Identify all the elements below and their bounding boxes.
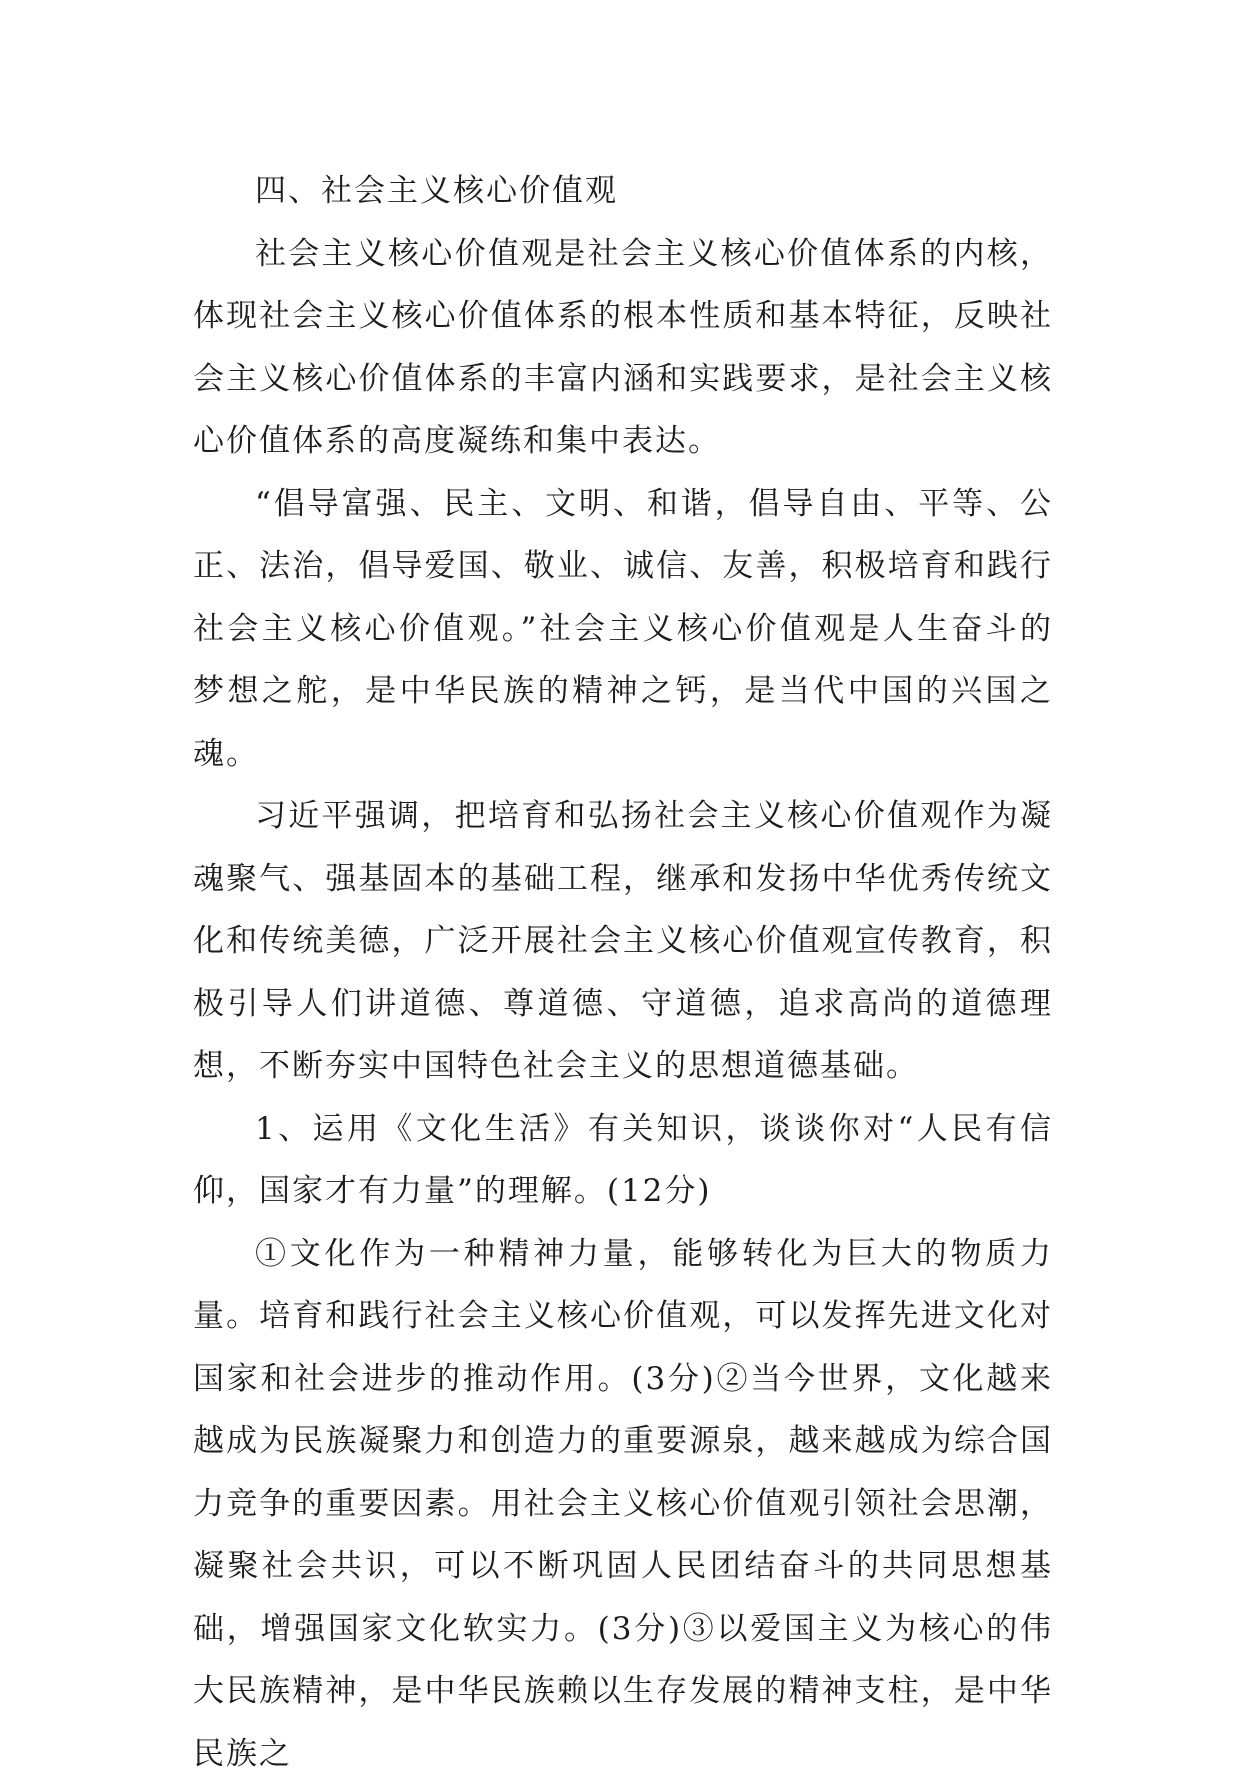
paragraph-core-values: “倡导富强、民主、文明、和谐，倡导自由、平等、公正、法治，倡导爱国、敬业、诚信、友善，积极培育和践行社会主义核心价值观。”社会主义核心价值观是人生奋斗的梦想之舵，是中华民族的精神之钙，是当代中国的兴国之魂。 bbox=[193, 473, 1053, 786]
question-1: 1、运用《文化生活》有关知识，谈谈你对“人民有信仰，国家才有力量”的理解。(12分) bbox=[193, 1098, 1053, 1223]
section-heading: 四、社会主义核心价值观 bbox=[193, 160, 1053, 223]
answer-1: ①文化作为一种精神力量，能够转化为巨大的物质力量。培育和践行社会主义核心价值观，可以发挥先进文化对国家和社会进步的推动作用。(3分)②当今世界，文化越来越成为民族凝聚力和创造力的重要源泉，越来越成为综合国力竞争的重要因素。用社会主义核心价值观引领社会思潮，凝聚社会共识，可以不断巩固人民团结奋斗的共同思想基础，增强国家文化软实力。(3分)③以爱国主义为核心的伟大民族精神，是中华民族赖以生存发展的精神支柱，是中华民族之 bbox=[193, 1223, 1053, 1785]
paragraph-definition: 社会主义核心价值观是社会主义核心价值体系的内核，体现社会主义核心价值体系的根本性质和基本特征，反映社会主义核心价值体系的丰富内涵和实践要求，是社会主义核心价值体系的高度凝练和集中表达。 bbox=[193, 223, 1053, 473]
paragraph-xi-emphasis: 习近平强调，把培育和弘扬社会主义核心价值观作为凝魂聚气、强基固本的基础工程，继承和发扬中华优秀传统文化和传统美德，广泛开展社会主义核心价值观宣传教育，积极引导人们讲道德、尊道德、守道德，追求高尚的道德理想，不断夯实中国特色社会主义的思想道德基础。 bbox=[193, 785, 1053, 1098]
document-page bbox=[193, 160, 1053, 1785]
